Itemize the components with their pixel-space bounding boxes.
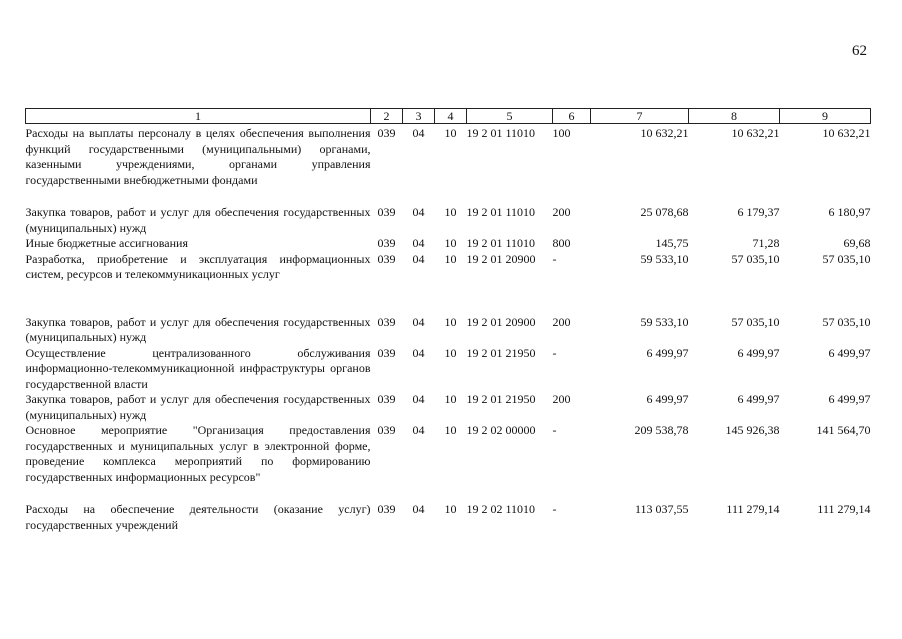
row-subsection: 10: [444, 502, 457, 516]
row-amount-col9: 6 499,97: [828, 392, 871, 406]
page-number: 62: [852, 43, 867, 59]
row-amount-col8: 57 035,10: [731, 314, 780, 329]
row-target-code: 19 2 01 20900: [466, 314, 536, 329]
row-grbs: 039: [377, 126, 396, 140]
row-amount-col7: 6 499,97: [646, 345, 689, 360]
row-section: 04: [412, 502, 425, 516]
header-cell: 4: [435, 109, 467, 124]
row-amount-col8: 6 179,37: [737, 205, 780, 219]
row-amount-col9: 6 499,97: [828, 345, 871, 360]
row-subsection: 10: [444, 251, 457, 266]
row-amount-col8: 57 035,10: [731, 251, 780, 266]
row-name: Основное мероприятие "Организация предоставления государственных и муниципальных услуг в электронной форме, проведение комплекса мероприятий по формированию государственных информационных ресурсов": [25, 423, 371, 484]
row-amount-col7: 25 078,68: [640, 205, 689, 219]
row-target-code: 19 2 01 11010: [466, 236, 536, 250]
row-section: 04: [412, 423, 425, 437]
row-subsection: 10: [444, 236, 457, 250]
budget-table: [25, 108, 871, 533]
row-target-code: 19 2 01 21950: [466, 345, 536, 360]
row-amount-col9: 141 564,70: [816, 423, 871, 437]
header-cell: 7: [591, 109, 689, 124]
table-row: [26, 423, 871, 485]
row-grbs: 039: [377, 205, 396, 219]
header-cell: 2: [371, 109, 403, 124]
row-amount-col8: 6 499,97: [737, 345, 780, 360]
row-amount-col7: 59 533,10: [640, 251, 689, 266]
row-amount-col7: 10 632,21: [640, 126, 689, 140]
row-expense-type: -: [552, 423, 557, 437]
row-subsection: 10: [444, 126, 457, 140]
row-grbs: 039: [377, 392, 396, 406]
row-amount-col9: 111 279,14: [817, 502, 871, 516]
row-section: 04: [412, 314, 425, 329]
row-amount-col9: 57 035,10: [822, 251, 871, 266]
row-amount-col7: 145,75: [655, 236, 689, 250]
row-grbs: 039: [377, 236, 396, 250]
row-expense-type: 200: [552, 392, 571, 406]
row-subsection: 10: [444, 345, 457, 360]
row-amount-col8: 6 499,97: [737, 392, 780, 406]
table-row: [26, 188, 871, 236]
row-amount-col7: 113 037,55: [634, 502, 689, 516]
row-amount-col7: 209 538,78: [634, 423, 689, 437]
row-grbs: 039: [377, 251, 396, 266]
row-section: 04: [412, 236, 425, 250]
row-expense-type: 100: [552, 126, 571, 140]
row-section: 04: [412, 251, 425, 266]
row-target-code: 19 2 01 20900: [466, 251, 536, 266]
row-name: Расходы на обеспечение деятельности (оказание услуг) государственных учреждений: [25, 502, 371, 532]
row-expense-type: 800: [552, 236, 571, 250]
row-amount-col7: 6 499,97: [646, 392, 689, 406]
row-amount-col8: 10 632,21: [731, 126, 780, 140]
row-name: Закупка товаров, работ и услуг для обеспечения государственных (муниципальных) нужд: [25, 205, 371, 235]
row-grbs: 039: [377, 314, 396, 329]
header-cell: 8: [689, 109, 780, 124]
table-row: [26, 124, 871, 189]
table-row: [26, 252, 871, 283]
row-amount-col9: 10 632,21: [822, 126, 871, 140]
row-grbs: 039: [377, 423, 396, 437]
row-name: Закупка товаров, работ и услуг для обеспечения государственных (муниципальных) нужд: [25, 392, 371, 422]
row-expense-type: -: [552, 251, 557, 266]
row-name: Осуществление централизованного обслуживания информационно-телекоммуникационной инфраструктуры органов государственной власти: [25, 345, 371, 391]
row-amount-col9: 6 180,97: [828, 205, 871, 219]
row-amount-col8: 145 926,38: [725, 423, 780, 437]
row-target-code: 19 2 01 11010: [466, 205, 536, 219]
table-body: [26, 124, 871, 534]
table-row: [26, 392, 871, 423]
row-expense-type: -: [552, 502, 557, 516]
row-amount-col9: 57 035,10: [822, 314, 871, 329]
header-cell: 9: [780, 109, 871, 124]
row-name: Расходы на выплаты персоналу в целях обеспечения выполнения функций государственными (муниципальными) органами, казенными учреждениями, органами управления государственными внебюджетными фондами: [25, 126, 371, 187]
row-section: 04: [412, 205, 425, 219]
row-section: 04: [412, 392, 425, 406]
row-name: Иные бюджетные ассигнования: [25, 236, 188, 250]
header-cell: 5: [467, 109, 553, 124]
row-name: Разработка, приобретение и эксплуатация информационных систем, ресурсов и телекоммуникационных услуг: [25, 251, 371, 281]
row-expense-type: 200: [552, 314, 571, 329]
row-subsection: 10: [444, 423, 457, 437]
row-target-code: 19 2 02 11010: [466, 502, 536, 516]
table-row: [26, 283, 871, 346]
row-expense-type: -: [552, 345, 557, 360]
row-expense-type: 200: [552, 205, 571, 219]
row-target-code: 19 2 01 21950: [466, 392, 536, 406]
table-row: [26, 346, 871, 393]
row-amount-col8: 71,28: [752, 236, 780, 250]
row-target-code: 19 2 02 00000: [466, 423, 536, 437]
row-grbs: 039: [377, 502, 396, 516]
row-section: 04: [412, 345, 425, 360]
table-row: [26, 485, 871, 533]
header-cell: 1: [26, 109, 371, 124]
row-amount-col7: 59 533,10: [640, 314, 689, 329]
table-header: [26, 109, 871, 124]
row-amount-col9: 69,68: [843, 236, 871, 250]
row-section: 04: [412, 126, 425, 140]
row-subsection: 10: [444, 392, 457, 406]
header-cell: 6: [553, 109, 591, 124]
row-target-code: 19 2 01 11010: [466, 126, 536, 140]
row-subsection: 10: [444, 314, 457, 329]
row-name: Закупка товаров, работ и услуг для обеспечения государственных (муниципальных) нужд: [25, 314, 371, 344]
row-amount-col8: 111 279,14: [726, 502, 780, 516]
header-cell: 3: [403, 109, 435, 124]
table-row: [26, 236, 871, 252]
row-subsection: 10: [444, 205, 457, 219]
row-grbs: 039: [377, 345, 396, 360]
header-row: [26, 109, 871, 124]
